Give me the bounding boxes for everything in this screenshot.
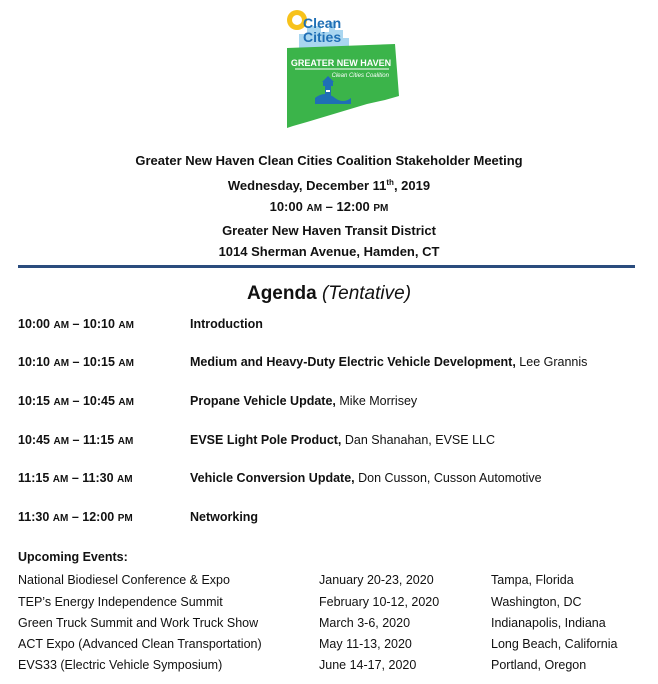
agenda-title: Agenda (Tentative) <box>246 283 412 304</box>
logo-brand-line2: Cities <box>303 29 342 45</box>
connecticut-map-logo <box>277 4 407 130</box>
agenda-item: Propane Vehicle Update, Mike Morrisey <box>190 394 418 408</box>
agenda-item: Networking <box>190 510 259 524</box>
event-dates: June 14-17, 2020 <box>319 658 417 672</box>
event-location: Portland, Oregon <box>491 658 587 672</box>
header-divider <box>18 265 635 268</box>
agenda-time: 11:15 AM – 11:30 AM <box>18 471 133 485</box>
event-name: ACT Expo (Advanced Clean Transportation) <box>18 637 262 651</box>
event-dates: January 20-23, 2020 <box>319 573 434 587</box>
agenda-item: Introduction <box>190 317 263 331</box>
event-location: Long Beach, California <box>491 637 618 651</box>
event-name: EVS33 (Electric Vehicle Symposium) <box>18 658 223 672</box>
logo-subtitle: Clean Cities Coalition <box>331 73 389 79</box>
meeting-address: 1014 Sherman Avenue, Hamden, CT <box>218 244 440 259</box>
upcoming-events-heading: Upcoming Events: <box>18 550 128 564</box>
agenda-time: 10:15 AM – 10:45 AM <box>18 394 134 408</box>
agenda-time: 10:10 AM – 10:15 AM <box>18 355 134 369</box>
event-dates: May 11-13, 2020 <box>319 637 412 651</box>
event-name: National Biodiesel Conference & Expo <box>18 573 230 587</box>
event-location: Washington, DC <box>491 595 582 609</box>
agenda-time: 10:45 AM – 11:15 AM <box>18 433 134 447</box>
event-name: TEP’s Energy Independence Summit <box>18 595 223 609</box>
logo-region: GREATER NEW HAVEN <box>290 58 392 68</box>
meeting-header <box>0 150 658 263</box>
meeting-title: Greater New Haven Clean Cities Coalition Stakeholder Meeting <box>135 153 523 168</box>
logo-brand-line1: Clean <box>303 15 342 31</box>
event-location: Tampa, Florida <box>491 573 574 587</box>
event-dates: March 3-6, 2020 <box>319 616 411 630</box>
event-location: Indianapolis, Indiana <box>491 616 606 630</box>
agenda-item: Vehicle Conversion Update, Don Cusson, Cusson Automotive <box>190 471 542 485</box>
clean-cities-logo <box>277 4 407 130</box>
meeting-venue: Greater New Haven Transit District <box>222 222 436 238</box>
agenda-time: 11:30 AM – 12:00 PM <box>18 510 133 524</box>
event-dates: February 10-12, 2020 <box>319 595 440 609</box>
agenda-item: EVSE Light Pole Product, Dan Shanahan, EVSE LLC <box>190 433 495 447</box>
agenda-item: Medium and Heavy-Duty Electric Vehicle Development, Lee Grannis <box>190 355 588 369</box>
meeting-date: Wednesday, December 11th, 2019 <box>227 177 431 193</box>
event-name: Green Truck Summit and Work Truck Show <box>18 616 259 630</box>
agenda-time: 10:00 AM – 10:10 AM <box>18 317 134 331</box>
meeting-time: 10:00 AM – 12:00 PM <box>269 199 389 214</box>
